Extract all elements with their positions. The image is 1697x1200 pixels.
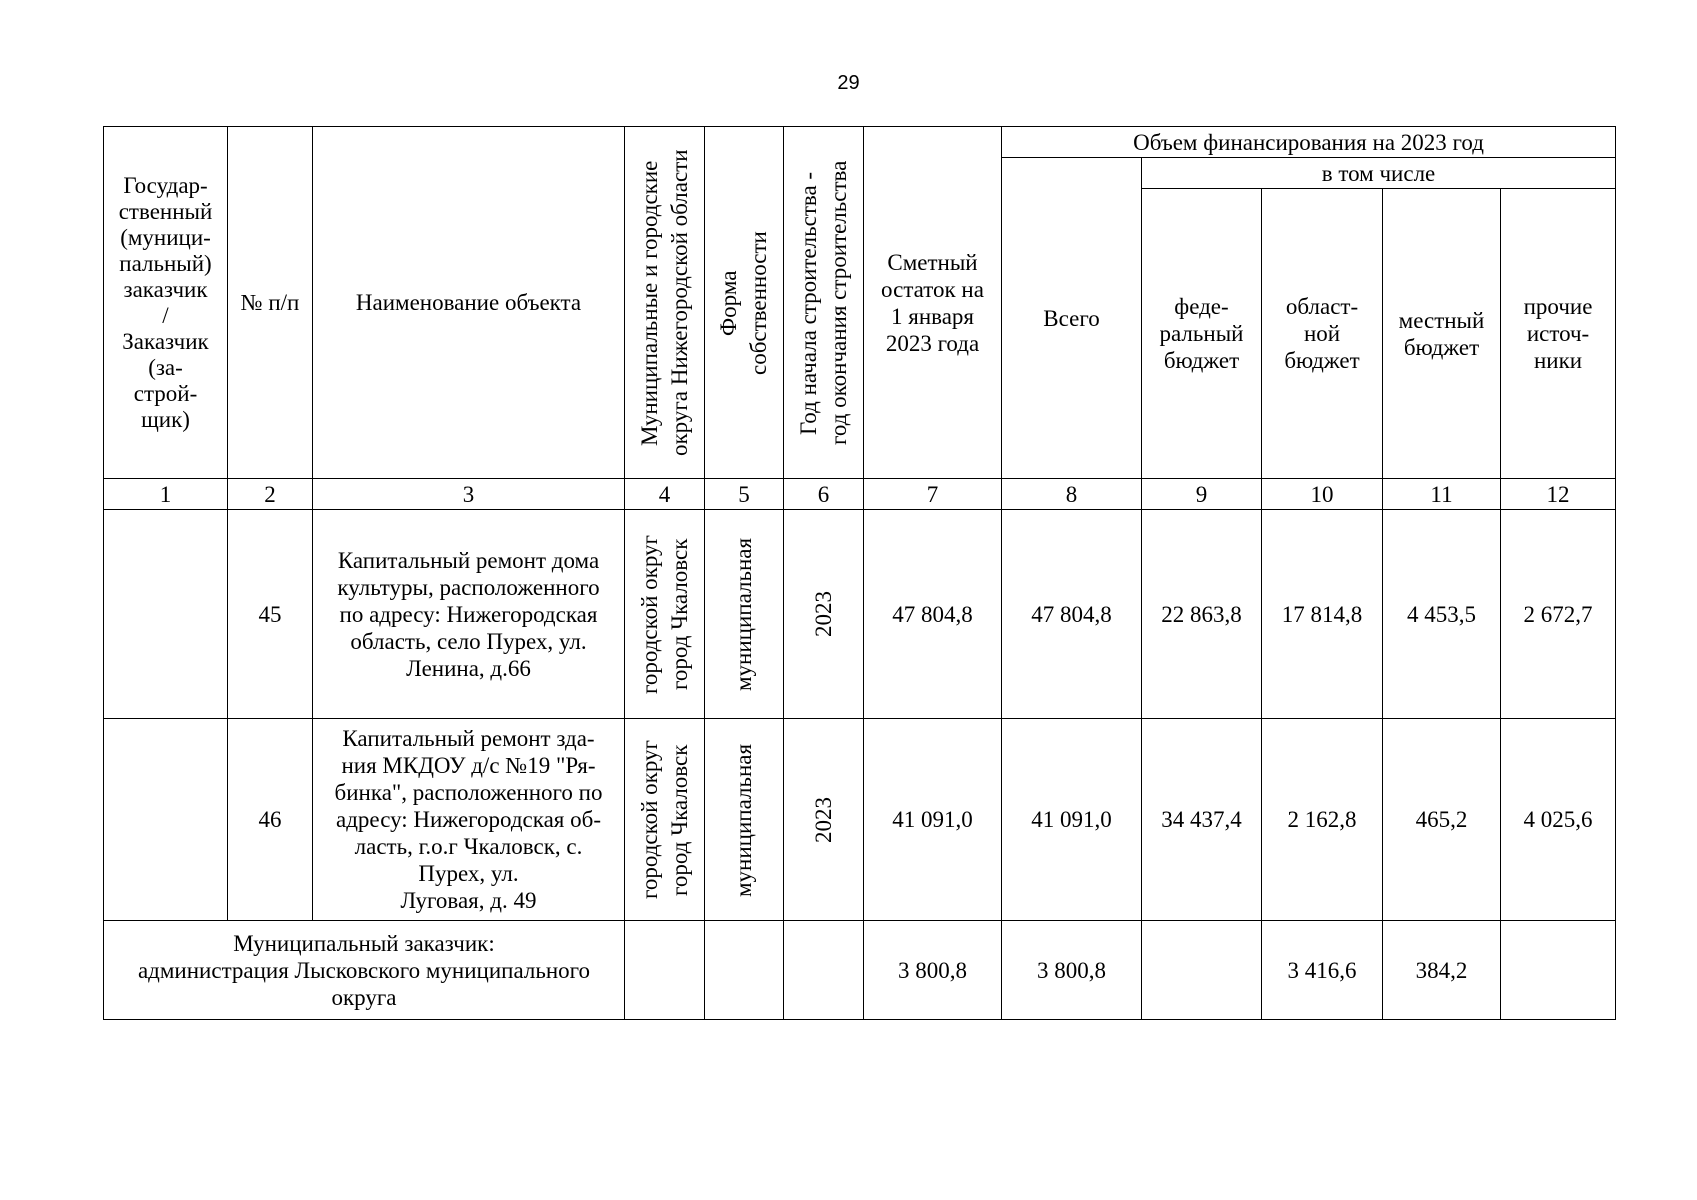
financing-table — [103, 126, 1616, 1020]
header-regional: област- ной бюджет — [1262, 189, 1383, 479]
subtotal-total: 3 800,8 — [1002, 921, 1142, 1020]
page-number: 29 — [837, 72, 860, 94]
subtotal-estimate: 3 800,8 — [864, 921, 1002, 1020]
row-estimate: 47 804,8 — [864, 510, 1002, 719]
header-including: в том числе — [1142, 158, 1616, 189]
header-customer: Государ- ственный (муници- пальный) заказчик / Заказчик (за- строй- щик) — [104, 127, 228, 479]
header-municipality: Муниципальные и городские округа Нижегородской области — [625, 127, 705, 479]
subtotal-ownership — [705, 921, 784, 1020]
column-number: 12 — [1501, 479, 1616, 510]
subtotal-years — [784, 921, 864, 1020]
header-num: № п/п — [228, 127, 313, 479]
row-num: 45 — [228, 510, 313, 719]
subtotal-label: Муниципальный заказчик: администрация Лысковского муниципального округа — [104, 921, 625, 1020]
subtotal-regional: 3 416,6 — [1262, 921, 1383, 1020]
header-years: Год начала строительства - год окончания строительства — [784, 127, 864, 479]
row-estimate: 41 091,0 — [864, 719, 1002, 921]
subtotal-other — [1501, 921, 1616, 1020]
header-local: местный бюджет — [1383, 189, 1501, 479]
row-regional: 2 162,8 — [1262, 719, 1383, 921]
header-total: Всего — [1002, 158, 1142, 479]
column-numbers-row — [104, 479, 1616, 510]
row-municipality: городской округ город Чкаловск — [625, 510, 705, 719]
table-row — [104, 719, 1616, 921]
subtotal-federal — [1142, 921, 1262, 1020]
row-customer — [104, 719, 228, 921]
column-number: 11 — [1383, 479, 1501, 510]
row-federal: 22 863,8 — [1142, 510, 1262, 719]
subtotal-local: 384,2 — [1383, 921, 1501, 1020]
row-customer — [104, 510, 228, 719]
column-number: 9 — [1142, 479, 1262, 510]
row-regional: 17 814,8 — [1262, 510, 1383, 719]
header-other: прочие источ- ники — [1501, 189, 1616, 479]
row-municipality: городской округ город Чкаловск — [625, 719, 705, 921]
row-federal: 34 437,4 — [1142, 719, 1262, 921]
subtotal-municipality — [625, 921, 705, 1020]
column-number: 1 — [104, 479, 228, 510]
header-estimate: Сметный остаток на 1 января 2023 года — [864, 127, 1002, 479]
subtotal-row — [104, 921, 1616, 1020]
header-object-name: Наименование объекта — [313, 127, 625, 479]
row-other: 2 672,7 — [1501, 510, 1616, 719]
header-federal: феде- ральный бюджет — [1142, 189, 1262, 479]
row-local: 465,2 — [1383, 719, 1501, 921]
column-number: 6 — [784, 479, 864, 510]
column-number: 5 — [705, 479, 784, 510]
column-number: 7 — [864, 479, 1002, 510]
column-number: 3 — [313, 479, 625, 510]
column-number: 2 — [228, 479, 313, 510]
row-ownership: муниципальная — [705, 510, 784, 719]
table-row — [104, 510, 1616, 719]
row-local: 4 453,5 — [1383, 510, 1501, 719]
row-object-name: Капитальный ремонт зда- ния МКДОУ д/с №19 "Ря- бинка", расположенного по адресу: Нижегородская об- ласть, г.о.г Чкаловск, с. Пурех, ул. Луговая, д. 49 — [313, 719, 625, 921]
row-ownership: муниципальная — [705, 719, 784, 921]
row-total: 47 804,8 — [1002, 510, 1142, 719]
column-number: 4 — [625, 479, 705, 510]
column-number: 8 — [1002, 479, 1142, 510]
row-num: 46 — [228, 719, 313, 921]
row-years: 2023 — [784, 719, 864, 921]
row-total: 41 091,0 — [1002, 719, 1142, 921]
header-row-1 — [104, 127, 1616, 158]
row-years: 2023 — [784, 510, 864, 719]
column-number: 10 — [1262, 479, 1383, 510]
row-other: 4 025,6 — [1501, 719, 1616, 921]
header-ownership: Форма собственности — [705, 127, 784, 479]
header-funding: Объем финансирования на 2023 год — [1002, 127, 1616, 158]
row-object-name: Капитальный ремонт дома культуры, расположенного по адресу: Нижегородская область, село Пурех, ул. Ленина, д.66 — [313, 510, 625, 719]
